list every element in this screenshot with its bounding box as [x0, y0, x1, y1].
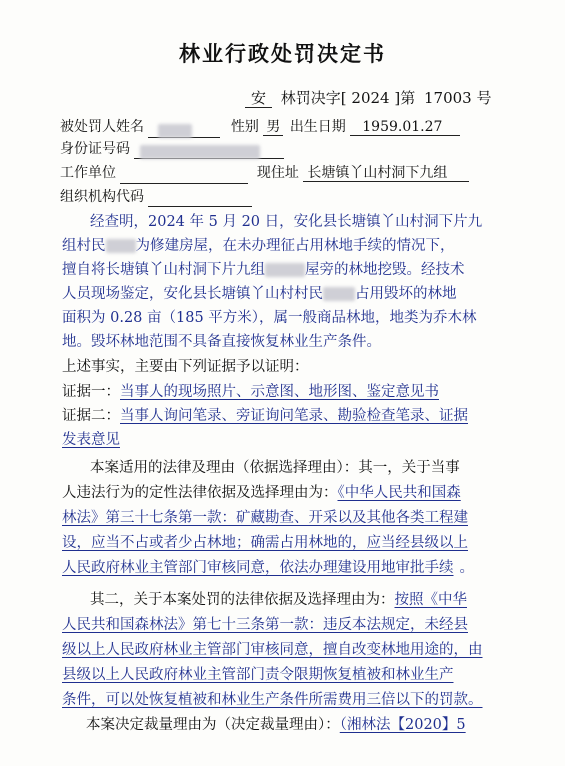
- org-value: [148, 190, 252, 207]
- birth-label: 出生日期: [289, 119, 346, 135]
- gender-label: 性别: [230, 119, 259, 135]
- work-value: [120, 167, 248, 184]
- law-line-5: 人民政府林业主管部门审核同意，依法办理建设用地审批手续 。: [62, 560, 474, 576]
- penalty-line-5: 条件，可以处恢复植被和林业生产条件所需费用三倍以下的罚款。: [62, 692, 483, 708]
- redaction-mark: [265, 263, 305, 277]
- name-label: 被处罚人姓名: [60, 119, 144, 135]
- ref-number: 17003: [424, 89, 472, 107]
- fact-line-5: 面积为 0.28 亩（185 平方米），属一般商品林地，地类为乔木林: [62, 310, 477, 326]
- fact-line-4: 人员现场鉴定，安化县长塘镇丫山村村民 占用毁坏的林地: [62, 286, 457, 302]
- work-address-row: [60, 163, 469, 184]
- org-row: [60, 187, 252, 207]
- redaction-mark: [158, 124, 192, 138]
- id-value: [134, 142, 284, 159]
- evidence-1: 证据一：当事人的现场照片、示意图、地形图、鉴定意见书: [62, 384, 439, 400]
- law-line-3: 林法》第三十七条第一款：矿藏勘查、开采以及其他各类工程建: [62, 510, 468, 526]
- law-line-2: 人违法行为的定性法律依据及选择理由为：《中华人民共和国森: [62, 485, 461, 501]
- ref-prefix: 安: [245, 89, 272, 108]
- evidence-intro: 上述事实，主要由下列证据予以证明：: [62, 359, 309, 375]
- redaction-mark: [323, 287, 355, 301]
- gender-value: 男: [263, 119, 283, 136]
- reference-number: [245, 88, 492, 108]
- law-line-4: 设，应当不占或者少占林地；确需占用林地的，应当经县级以上: [62, 535, 468, 551]
- evidence-2-cont: 发表意见: [62, 432, 120, 448]
- address-label: 现住址: [256, 165, 299, 181]
- law-line-1: 本案适用的法律及理由（依据选择理由）：其一，关于当事: [90, 460, 460, 476]
- fact-line-1: 经查明，2024 年 5 月 20 日，安化县长塘镇丫山村洞下片九: [90, 214, 483, 230]
- fact-line-6: 地。毁坏林地范围不具备直接恢复林业生产条件。: [62, 334, 381, 350]
- org-label: 组织机构代码: [60, 189, 144, 205]
- address-value: 长塘镇丫山村洞下九组: [303, 165, 469, 182]
- name-value: [148, 121, 220, 138]
- id-label: 身份证号码: [60, 141, 130, 157]
- fact-line-3: 擅自将长塘镇丫山村洞下片九组 屋旁的林地挖毁。经技术: [62, 262, 465, 278]
- fact-line-2: 组村民 为修建房屋，在未办理征占用林地手续的情况下，: [62, 238, 455, 254]
- id-row: [60, 139, 284, 159]
- ref-suffix: 号: [476, 89, 492, 107]
- discretion-line: 本案决定裁量理由为（决定裁量理由）：（湘林法【2020】5: [86, 717, 466, 733]
- penalty-line-4: 县级以上人民政府林业主管部门责令限期恢复植被和林业生产: [62, 667, 454, 683]
- document-title: 林业行政处罚决定书: [179, 41, 386, 66]
- birth-value: 1959.01.27: [350, 119, 460, 136]
- redaction-mark: [140, 145, 260, 159]
- name-row: [60, 117, 460, 138]
- redaction-mark: [106, 239, 136, 253]
- penalty-line-2: 人民共和国森林法》第七十三条第一款：违反本法规定，未经县: [62, 617, 468, 633]
- penalty-line-1: 其二，关于本案处罚的法律依据及选择理由为：按照《中华: [90, 592, 467, 608]
- work-label: 工作单位: [60, 165, 116, 181]
- penalty-line-3: 级以上人民政府林业主管部门审核同意，擅自改变林地用途的，由: [62, 642, 483, 658]
- evidence-2: 证据二：当事人询问笔录、旁证询问笔录、勘验检查笔录、证据: [62, 408, 468, 424]
- ref-middle: 林罚决字[ 2024 ]第: [280, 89, 416, 107]
